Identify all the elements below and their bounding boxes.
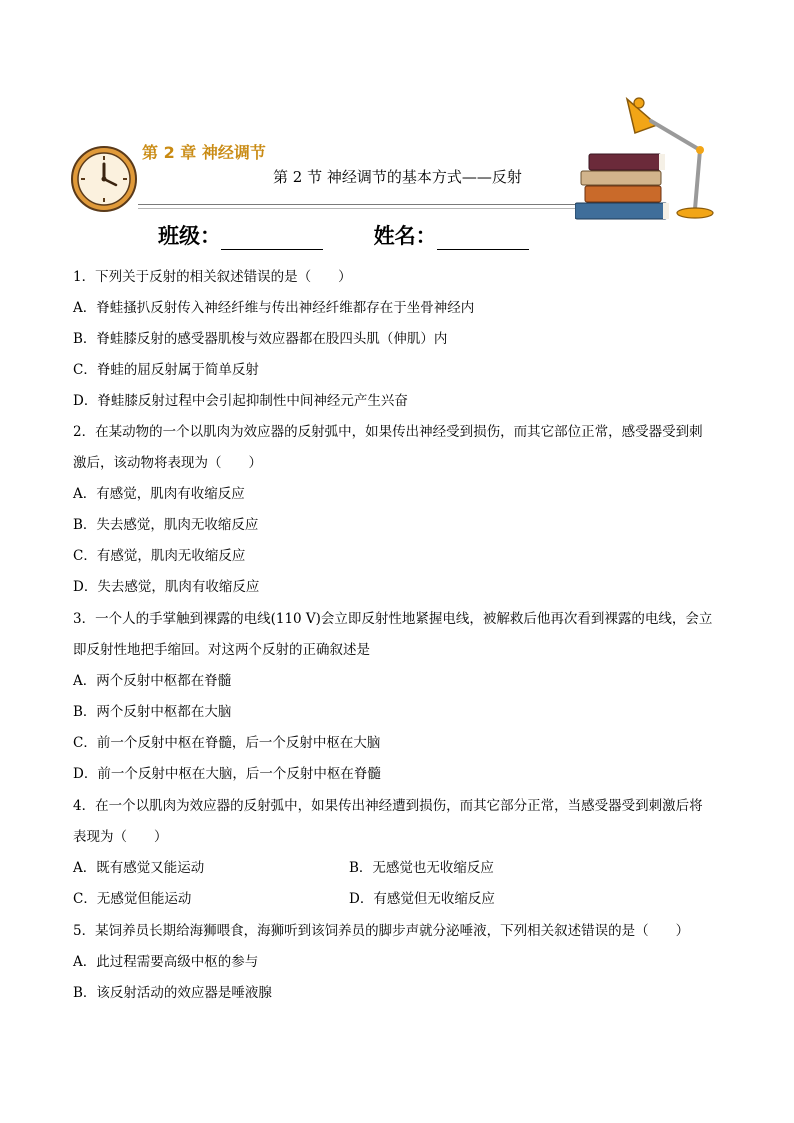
option-a[interactable]: A．两个反射中枢都在脊髓 bbox=[73, 673, 232, 689]
clock-icon bbox=[70, 145, 138, 213]
question-5 bbox=[73, 916, 733, 1009]
option-a[interactable]: A．脊蛙搔扒反射传入神经纤维与传出神经纤维都存在于坐骨神经内 bbox=[73, 300, 475, 316]
option-c[interactable]: C．无感觉但能运动 bbox=[73, 891, 192, 907]
student-info bbox=[158, 220, 529, 250]
question-2 bbox=[73, 417, 733, 603]
question-1 bbox=[73, 262, 733, 417]
question-stem: 1．下列关于反射的相关叙述错误的是（ ） bbox=[73, 269, 352, 285]
question-stem: 4．在一个以肌肉为效应器的反射弧中，如果传出神经遭到损伤，而其它部分正常，当感受器受到刺激后将 bbox=[73, 798, 703, 814]
option-b[interactable]: B．该反射活动的效应器是唾液腺 bbox=[73, 985, 272, 1001]
books-icon bbox=[575, 150, 675, 222]
question-stem: 2．在某动物的一个以肌肉为效应器的反射弧中，如果传出神经受到损伤，而其它部位正常，感受器受到刺 bbox=[73, 424, 703, 440]
name-label: 姓名： bbox=[373, 224, 437, 248]
header-divider bbox=[138, 204, 575, 205]
class-input-line[interactable] bbox=[221, 227, 323, 250]
option-a[interactable]: A．此过程需要高级中枢的参与 bbox=[73, 954, 259, 970]
option-a[interactable]: A．有感觉，肌肉有收缩反应 bbox=[73, 486, 245, 502]
option-b[interactable]: B．两个反射中枢都在大脑 bbox=[73, 704, 232, 720]
question-stem-cont: 即反射性地把手缩回。对这两个反射的正确叙述是 bbox=[73, 642, 370, 658]
question-stem-cont: 表现为（ ） bbox=[73, 829, 168, 845]
option-c[interactable]: C．脊蛙的屈反射属于简单反射 bbox=[73, 362, 259, 378]
question-stem-cont: 激后，该动物将表现为（ ） bbox=[73, 455, 262, 471]
question-stem: 5．某饲养员长期给海狮喂食，海狮听到该饲养员的脚步声就分泌唾液，下列相关叙述错误的是（ ） bbox=[73, 923, 690, 939]
question-3 bbox=[73, 604, 733, 790]
option-b[interactable]: B．脊蛙膝反射的感受器肌梭与效应器都在股四头肌（伸肌）内 bbox=[73, 331, 448, 347]
question-stem: 3．一个人的手掌触到裸露的电线(110 V)会立即反射性地紧握电线，被解救后他再次看到裸露的电线，会立 bbox=[73, 611, 713, 627]
section-title: 第 2 节 神经调节的基本方式——反射 bbox=[273, 168, 522, 186]
option-b[interactable]: B．无感觉也无收缩反应 bbox=[349, 860, 494, 876]
option-d[interactable]: D．有感觉但无收缩反应 bbox=[349, 891, 495, 907]
name-input-line[interactable] bbox=[437, 227, 529, 250]
class-label: 班级： bbox=[158, 224, 221, 248]
option-d[interactable]: D．失去感觉，肌肉有收缩反应 bbox=[73, 579, 260, 595]
option-c[interactable]: C．前一个反射中枢在脊髓，后一个反射中枢在大脑 bbox=[73, 735, 381, 751]
chapter-title: 第 2 章 神经调节 bbox=[142, 143, 266, 162]
option-b[interactable]: B．失去感觉，肌肉无收缩反应 bbox=[73, 517, 259, 533]
option-d[interactable]: D．前一个反射中枢在大脑，后一个反射中枢在脊髓 bbox=[73, 766, 381, 782]
header-divider-secondary bbox=[138, 208, 575, 209]
option-c[interactable]: C．有感觉，肌肉无收缩反应 bbox=[73, 548, 246, 564]
option-a[interactable]: A．既有感觉又能运动 bbox=[73, 860, 205, 876]
option-d[interactable]: D．脊蛙膝反射过程中会引起抑制性中间神经元产生兴奋 bbox=[73, 393, 408, 409]
question-4 bbox=[73, 791, 733, 915]
